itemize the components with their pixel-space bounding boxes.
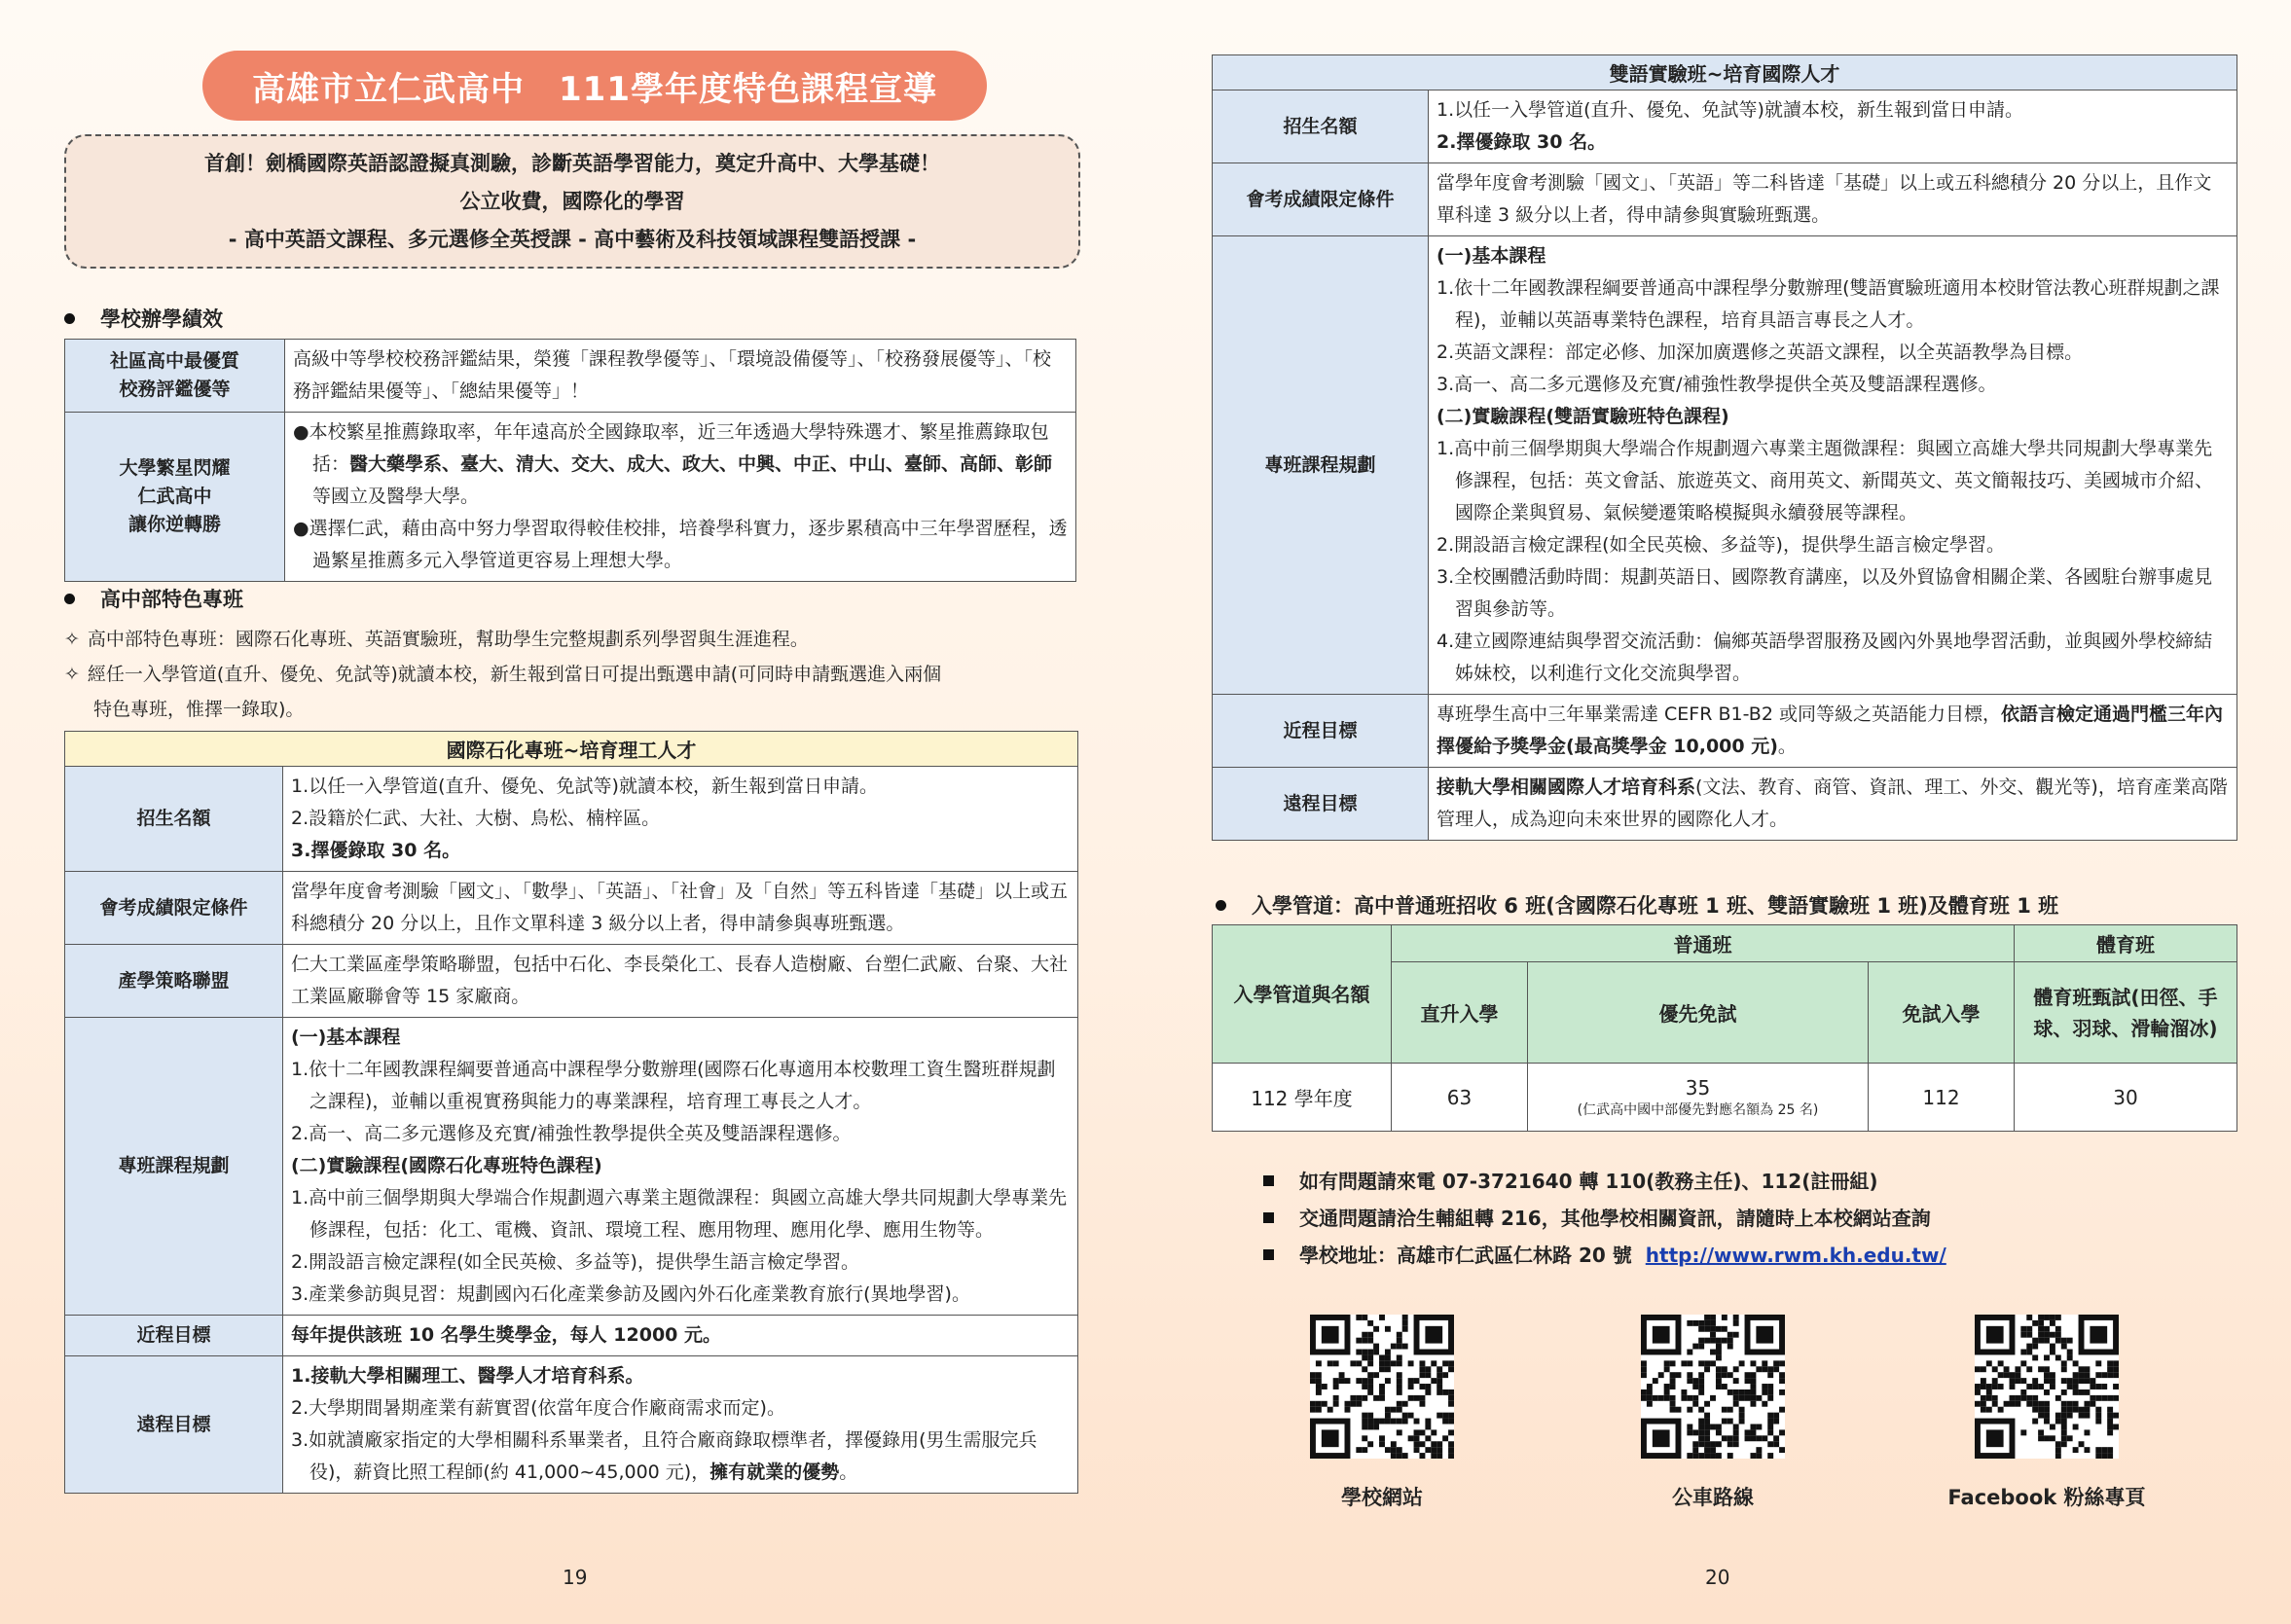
- achievement-text-1: 高級中等學校校務評鑑結果，榮獲「課程教學優等」、「環境設備優等」、「校務發展優等」、「校務評鑑結果優等」、「總結果優等」！: [285, 340, 1076, 413]
- bullet-icon: ●: [293, 518, 309, 539]
- achievements-heading: 學校辦學績效: [64, 304, 223, 333]
- admission-row-year: 112 學年度: [1213, 1064, 1392, 1132]
- admission-value-direct: 63: [1392, 1064, 1528, 1132]
- petro-alliance-label: 產學策略聯盟: [65, 945, 283, 1018]
- admission-col-main: 入學管道與名額: [1213, 925, 1392, 1064]
- petro-exam-label: 會考成績限定條件: [65, 872, 283, 945]
- bilingual-caption: 雙語實驗班~培育國際人才: [1213, 55, 2237, 90]
- achievements-table: [64, 339, 1076, 582]
- admission-value-priority: 35 (仁武高中國中部優先對應名額為 25 名): [1528, 1064, 1869, 1132]
- bullet-dot-icon: [64, 313, 75, 324]
- slogan-line-2: 公立收費，國際化的學習: [459, 189, 685, 213]
- achievement-label-1: 社區高中最優質 校務評鑑優等: [65, 340, 285, 413]
- square-bullet-icon: [1263, 1249, 1274, 1260]
- bilingual-exam-label: 會考成績限定條件: [1213, 163, 1429, 236]
- special-line-3: 特色專班，惟擇一錄取)。: [93, 699, 305, 720]
- square-bullet-icon: [1263, 1212, 1274, 1223]
- petro-near-label: 近程目標: [65, 1316, 283, 1356]
- admission-col-general: 普通班: [1392, 925, 2015, 962]
- bilingual-far-label: 遠程目標: [1213, 768, 1429, 841]
- petro-enroll: 1.以任一入學管道(直升、優免、免試等)就讀本校，新生報到當日申請。 2.設籍於仁武、大社、大樹、鳥松、楠梓區。 3.擇優錄取 30 名。: [283, 767, 1078, 872]
- special-line-2: ✧ 經任一入學管道(直升、優免、免試等)就讀本校，新生報到當日可提出甄選申請(可同時申請甄選進入兩個: [64, 658, 941, 691]
- petro-alliance: 仁大工業區產學策略聯盟，包括中石化、李長榮化工、長春人造樹廠、台塑仁武廠、台聚、大社工業區廠聯會等 15 家廠商。: [283, 945, 1078, 1018]
- square-bullet-icon: [1263, 1175, 1274, 1186]
- bilingual-class-table: [1212, 54, 2237, 841]
- special-line-1: ✧ 高中部特色專班：國際石化專班、英語實驗班，幫助學生完整規劃系列學習與生涯進程。: [64, 623, 809, 656]
- school-website-link[interactable]: http://www.rwm.kh.edu.tw/: [1645, 1244, 1946, 1267]
- petro-enroll-label: 招生名額: [65, 767, 283, 872]
- special-class-heading: 高中部特色專班: [64, 584, 243, 613]
- diamond-icon: ✧: [64, 664, 80, 685]
- petro-far-label: 遠程目標: [65, 1356, 283, 1494]
- slogan-line-3: - 高中英語文課程、多元選修全英授課 - 高中藝術及科技領域課程雙語授課 -: [228, 227, 917, 251]
- slogan-box: [64, 134, 1080, 269]
- admission-sub-sports: 體育班甄試(田徑、手球、羽球、滑輪溜冰): [2015, 962, 2237, 1064]
- slogan-line-1: 首創！劍橋國際英語認證擬真測驗，診斷英語學習能力，奠定升高中、大學基礎！: [204, 151, 940, 175]
- petro-class-table: [64, 731, 1078, 1494]
- achievement-text-2: ●本校繁星推薦錄取率，年年遠高於全國錄取率，近三年透過大學特殊選才、繁星推薦錄取包括：醫大藥學系、臺大、清大、交大、成大、政大、中興、中正、中山、臺師、高師、彰師等國立及醫學大學。 ●選擇仁武，藉由高中努力學習取得較佳校排，培養學科實力，逐步累積高中三年學習歷程，透過繁星推薦多元入學管道更容易上理想大學。: [285, 413, 1076, 582]
- petro-far: 1.接軌大學相關理工、醫學人才培育科系。 2.大學期間暑期產業有薪實習(依當年度合作廠商需求而定)。 3.如就讀廠家指定的大學相關科系畢業者，且符合廠商錄取標準者，擇優錄用(男生需服完兵役)，薪資比照工程師(約 41,000~45,000 元)，擁有就業的優勢。: [283, 1356, 1078, 1494]
- bilingual-near-label: 近程目標: [1213, 695, 1429, 768]
- petro-near: 每年提供該班 10 名學生獎學金，每人 12000 元。: [283, 1316, 1078, 1356]
- bilingual-plan: (一)基本課程 1.依十二年國教課程綱要普通高中課程學分數辦理(雙語實驗班適用本校財管法教心班群規劃之課程)，並輔以英語專業特色課程，培育具語言專長之人才。 2.英語文課程：部定必修、加深加廣選修之英語文課程，以全英語教學為目標。 3.高一、高二多元選修及充實/補強性教學提供全英及雙語課程選修。 (二)實驗課程(雙語實驗班特色課程) 1.高中前三個學期與大學端合作規劃週六專業主題微課程：與國立高雄大學共同規劃大學專業先修課程，包括：英文會話、旅遊英文、商用英文、新聞英文、英文簡報技巧、美國城市介紹、國際企業與貿易、氣候變遷策略模擬與永續發展等課程。 2.開設語言檢定課程(如全民英檢、多益等)，提供學生語言檢定學習。 3.全校團體活動時間：規劃英語日、國際教育講座，以及外貿協會相關企業、各國駐台辦事處見習與參訪等。 4.建立國際連結與學習交流活動：偏鄉英語學習服務及國內外異地學習活動，並與國外學校締結姊妹校，以利進行文化交流與學習。: [1429, 236, 2237, 695]
- qr-code-icon[interactable]: [1975, 1315, 2119, 1459]
- achievement-label-2: 大學繁星閃耀 仁武高中 讓你逆轉勝: [65, 413, 285, 582]
- bilingual-enroll-label: 招生名額: [1213, 90, 1429, 163]
- admission-sub-exempt: 免試入學: [1869, 962, 2015, 1064]
- admission-sub-direct: 直升入學: [1392, 962, 1528, 1064]
- bilingual-exam: 當學年度會考測驗「國文」、「英語」等二科皆達「基礎」以上或五科總積分 20 分以上，且作文單科達 3 級分以上者，得申請參與實驗班甄選。: [1429, 163, 2237, 236]
- page-title: 高雄市立仁武高中 111學年度特色課程宣導: [202, 51, 987, 121]
- petro-plan-label: 專班課程規劃: [65, 1018, 283, 1316]
- bilingual-near: 專班學生高中三年畢業需達 CEFR B1-B2 或同等級之英語能力目標，依語言檢定通過門檻三年內擇優給予獎學金(最高獎學金 10,000 元)。: [1429, 695, 2237, 768]
- admission-heading: 入學管道：高中普通班招收 6 班(含國際石化專班 1 班、雙語實驗班 1 班)及體育班 1 班: [1216, 890, 2058, 920]
- contact-phone: 如有問題請來電 07-3721640 轉 110(教務主任)、112(註冊組): [1263, 1164, 1878, 1199]
- bilingual-enroll: 1.以任一入學管道(直升、優免、免試等)就讀本校，新生報到當日申請。 2.擇優錄取 30 名。: [1429, 90, 2237, 163]
- bullet-dot-icon: [64, 594, 75, 604]
- contact-traffic: 交通問題請洽生輔組轉 216，其他學校相關資訊，請隨時上本校網站查詢: [1263, 1201, 1931, 1236]
- qr-label-facebook: Facebook 粉絲專頁: [1947, 1486, 2146, 1509]
- petro-caption: 國際石化專班~培育理工人才: [65, 732, 1078, 767]
- admission-table: [1212, 924, 2237, 1132]
- admission-col-sports: 體育班: [2015, 925, 2237, 962]
- diamond-icon: ✧: [64, 629, 80, 650]
- contact-address: 學校地址：高雄市仁武區仁林路 20 號 http://www.rwm.kh.edu.tw/: [1263, 1238, 1946, 1273]
- qr-label-school-site: 學校網站: [1341, 1486, 1423, 1509]
- qr-label-bus-route: 公車路線: [1672, 1486, 1754, 1509]
- qr-code-icon[interactable]: [1310, 1315, 1454, 1459]
- bullet-dot-icon: [1216, 900, 1226, 911]
- admission-sub-priority: 優先免試: [1528, 962, 1869, 1064]
- admission-value-exempt: 112: [1869, 1064, 2015, 1132]
- admission-value-sports: 30: [2015, 1064, 2237, 1132]
- page-number-left: 19: [563, 1566, 588, 1589]
- page-number-right: 20: [1705, 1566, 1730, 1589]
- bilingual-far: 接軌大學相關國際人才培育科系(文法、教育、商管、資訊、理工、外交、觀光等)，培育產業高階管理人，成為迎向未來世界的國際化人才。: [1429, 768, 2237, 841]
- qr-code-icon[interactable]: [1641, 1315, 1785, 1459]
- bilingual-plan-label: 專班課程規劃: [1213, 236, 1429, 695]
- petro-exam: 當學年度會考測驗「國文」、「數學」、「英語」、「社會」及「自然」等五科皆達「基礎」以上或五科總積分 20 分以上，且作文單科達 3 級分以上者，得申請參與專班甄選。: [283, 872, 1078, 945]
- bullet-icon: ●: [293, 421, 309, 443]
- admission-priority-note: (仁武高中國中部優先對應名額為 25 名): [1577, 1101, 1819, 1118]
- petro-plan: (一)基本課程 1.依十二年國教課程綱要普通高中課程學分數辦理(國際石化專適用本校數理工資生醫班群規劃之課程)，並輔以重視實務與能力的專業課程，培育理工專長之人才。 2.高一、高二多元選修及充實/補強性教學提供全英及雙語課程選修。 (二)實驗課程(國際石化專班特色課程) 1.高中前三個學期與大學端合作規劃週六專業主題微課程：與國立高雄大學共同規劃大學專業先修課程，包括：化工、電機、資訊、環境工程、應用物理、應用化學、應用生物等。 2.開設語言檢定課程(如全民英檢、多益等)，提供學生語言檢定學習。 3.產業參訪與見習：規劃國內石化產業參訪及國內外石化產業教育旅行(異地學習)。: [283, 1018, 1078, 1316]
